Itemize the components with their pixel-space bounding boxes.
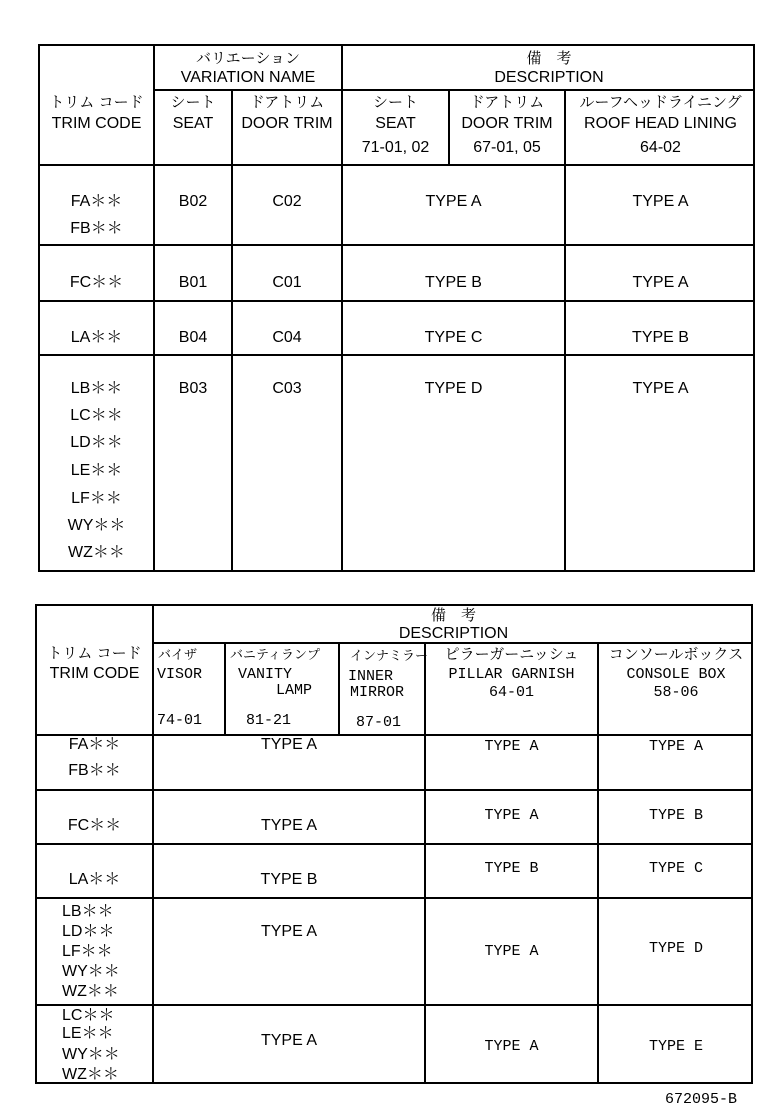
t1-desc-seat-label: SEAT xyxy=(375,115,416,132)
t1-seat-value: B01 xyxy=(178,274,208,291)
t2-col-divider xyxy=(338,644,340,734)
t2-trim-code: WZ＊＊ xyxy=(62,983,119,1000)
t1-row-divider xyxy=(153,89,755,91)
t1-seat-label: SEAT xyxy=(172,115,214,132)
t2-console-jp: コンソールボックス xyxy=(608,646,744,663)
t1-desc-seat-door-value: TYPE B xyxy=(425,274,482,291)
t1-trim-code: LA＊＊ xyxy=(70,329,123,346)
t2-mirror-jp: インナミラー xyxy=(350,648,429,663)
t2-trim-code: FC＊＊ xyxy=(67,817,122,834)
t2-visor-vanity-mirror-value: TYPE A xyxy=(260,736,318,753)
t2-visor-jp: バイザ xyxy=(158,647,198,662)
t2-trim-code: LB＊＊ xyxy=(62,903,114,920)
t2-pillar-value: TYPE A xyxy=(484,807,539,824)
t2-description-label: DESCRIPTION xyxy=(398,625,509,642)
t2-row-divider xyxy=(35,897,753,899)
t2-pillar-value: TYPE B xyxy=(484,860,539,877)
t2-trim-code: WZ＊＊ xyxy=(62,1066,119,1083)
t1-desc-door-label: DOOR TRIM xyxy=(461,115,553,132)
t2-trim-code: LA＊＊ xyxy=(68,871,121,888)
t1-desc-seat-jp: シート xyxy=(372,94,418,111)
t1-trim-code: WY＊＊ xyxy=(67,517,126,534)
t2-mirror-label-2: MIRROR xyxy=(350,684,405,701)
t1-trim-code: LE＊＊ xyxy=(70,462,123,479)
t2-visor-label: VISOR xyxy=(157,666,203,683)
t2-trim-code: LF＊＊ xyxy=(62,943,113,960)
t1-desc-door-number: 67-01, 05 xyxy=(473,139,541,156)
t2-visor-vanity-mirror-value: TYPE A xyxy=(260,923,318,940)
t1-description-label: DESCRIPTION xyxy=(494,69,604,86)
t1-seat-jp: シート xyxy=(170,94,216,111)
t1-door-trim-value: C03 xyxy=(272,380,302,397)
t1-door-trim-value: C02 xyxy=(272,193,302,210)
t1-desc-seat-door-value: TYPE C xyxy=(424,329,483,346)
t2-trim-code-label: TRIM CODE xyxy=(49,665,140,682)
t2-vanity-label-2: LAMP xyxy=(276,682,313,699)
t2-console-value: TYPE A xyxy=(648,738,703,755)
t2-trim-code-jp: トリム コード xyxy=(47,645,142,662)
t1-roof-value: TYPE A xyxy=(632,193,689,210)
t2-pillar-value: TYPE A xyxy=(484,738,539,755)
t2-trim-code: LD＊＊ xyxy=(62,923,115,940)
t1-roof-value: TYPE A xyxy=(632,380,689,397)
t2-pillar-number: 64-01 xyxy=(488,684,534,701)
t2-trim-code: WY＊＊ xyxy=(62,1046,120,1063)
t2-pillar-value: TYPE A xyxy=(484,1038,539,1055)
t1-trim-code: FA＊＊ xyxy=(70,193,123,210)
t2-console-value: TYPE D xyxy=(648,940,703,957)
t1-row-divider xyxy=(38,354,755,356)
t2-visor-vanity-mirror-value: TYPE B xyxy=(260,871,318,888)
t1-desc-seat-number: 71-01, 02 xyxy=(361,139,430,156)
t1-roof-jp: ルーフヘッドライニング xyxy=(579,94,742,111)
t1-trim-code-jp: トリム コード xyxy=(49,94,144,111)
t2-row-divider xyxy=(35,789,753,791)
t1-trim-code: LD＊＊ xyxy=(70,434,123,451)
t2-trim-code: FB＊＊ xyxy=(68,762,121,779)
t2-mirror-label-1: INNER xyxy=(348,668,394,685)
t1-trim-code: WZ＊＊ xyxy=(68,544,125,561)
t2-visor-number: 74-01 xyxy=(157,712,203,729)
t1-door-trim-label: DOOR TRIM xyxy=(241,115,333,132)
t1-desc-seat-door-value: TYPE D xyxy=(424,380,483,397)
t1-variation-jp: バリエーション xyxy=(195,50,301,67)
t2-console-number: 58-06 xyxy=(653,684,699,701)
t2-trim-code: LC＊＊ xyxy=(62,1007,115,1024)
t2-pillar-label: PILLAR GARNISH xyxy=(448,666,575,683)
t2-trim-code: WY＊＊ xyxy=(62,963,120,980)
t1-door-trim-value: C01 xyxy=(272,274,302,291)
t2-row-divider xyxy=(35,1004,753,1006)
t1-trim-code: LF＊＊ xyxy=(71,490,122,507)
t2-row-divider xyxy=(35,843,753,845)
t1-roof-value: TYPE B xyxy=(632,329,689,346)
t2-description-jp: 備 考 xyxy=(430,607,476,624)
t1-door-trim-jp: ドアトリム xyxy=(249,94,325,111)
t2-visor-vanity-mirror-value: TYPE A xyxy=(260,1032,318,1049)
t1-seat-value: B02 xyxy=(178,193,208,210)
t2-visor-vanity-mirror-value: TYPE A xyxy=(260,817,318,834)
t1-desc-seat-door-value: TYPE A xyxy=(425,193,482,210)
t1-row-divider xyxy=(38,244,755,246)
t2-console-value: TYPE B xyxy=(648,807,703,824)
t1-trim-code: FC＊＊ xyxy=(69,274,124,291)
t2-console-value: TYPE C xyxy=(648,860,703,877)
t1-roof-number: 64-02 xyxy=(640,139,681,156)
t2-pillar-jp: ピラーガーニッシュ xyxy=(444,646,579,663)
t1-trim-code-label: TRIM CODE xyxy=(51,115,142,132)
t1-description-jp: 備 考 xyxy=(526,50,572,67)
t1-trim-code: LC＊＊ xyxy=(70,407,123,424)
t1-door-trim-value: C04 xyxy=(272,329,302,346)
t1-variation-label: VARIATION NAME xyxy=(180,69,316,86)
t2-vanity-number: 81-21 xyxy=(246,712,292,729)
t1-row-divider xyxy=(38,300,755,302)
t1-row-divider xyxy=(38,164,755,166)
t2-trim-code: LE＊＊ xyxy=(62,1025,114,1042)
t1-seat-value: B04 xyxy=(178,329,208,346)
t1-desc-door-jp: ドアトリム xyxy=(469,94,545,111)
t1-trim-code: LB＊＊ xyxy=(70,380,123,397)
t1-roof-label: ROOF HEAD LINING xyxy=(584,115,737,132)
t2-col-divider xyxy=(224,644,226,734)
t1-trim-code: FB＊＊ xyxy=(70,220,123,237)
t1-roof-value: TYPE A xyxy=(632,274,689,291)
t2-console-label: CONSOLE BOX xyxy=(626,666,726,683)
t1-seat-value: B03 xyxy=(178,380,208,397)
t2-vanity-label-1: VANITY xyxy=(238,666,293,683)
figure-id: 672095-B xyxy=(665,1091,738,1108)
t2-mirror-number: 87-01 xyxy=(356,714,402,731)
t2-pillar-value: TYPE A xyxy=(484,943,539,960)
t2-vanity-jp: バニティランプ xyxy=(230,647,320,662)
t2-trim-code: FA＊＊ xyxy=(68,736,121,753)
t2-console-value: TYPE E xyxy=(648,1038,703,1055)
